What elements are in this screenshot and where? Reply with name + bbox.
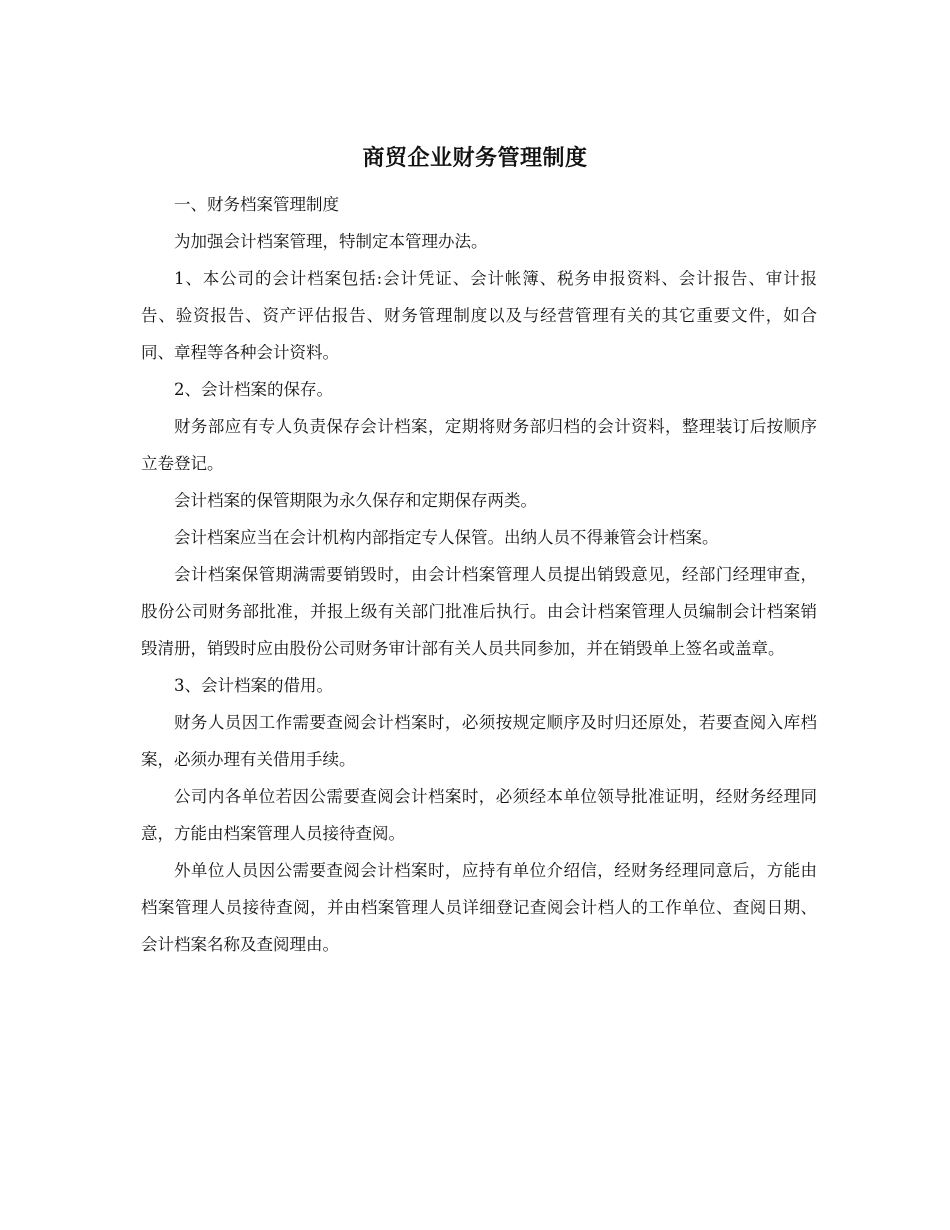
document-body <box>141 186 817 963</box>
paragraph: 会计档案保管期满需要销毁时，由会计档案管理人员提出销毁意见，经部门经理审查，股份公司财务部批准，并报上级有关部门批准后执行。由会计档案管理人员编制会计档案销毁清册，销毁时应由股份公司财务审计部有关人员共同参加，并在销毁单上签名或盖章。 <box>141 565 817 658</box>
paragraph: 会计档案应当在会计机构内部指定专人保管。出纳人员不得兼管会计档案。 <box>174 528 719 547</box>
paragraph: 外单位人员因公需要查阅会计档案时，应持有单位介绍信，经财务经理同意后，方能由档案管理人员接待查阅，并由档案管理人员详细登记查阅会计档人的工作单位、查阅日期、会计档案名称及查阅理由。 <box>141 861 817 954</box>
section-heading: 一、财务档案管理制度 <box>174 195 339 214</box>
subsection-heading: 3、会计档案的借用。 <box>174 676 333 695</box>
paragraph: 为加强会计档案管理，特制定本管理办法。 <box>174 232 488 251</box>
subsection-heading: 2、会计档案的保存。 <box>174 380 333 399</box>
paragraph: 公司内各单位若因公需要查阅会计档案时，必须经本单位领导批准证明，经财务经理同意，方能由档案管理人员接待查阅。 <box>141 787 817 843</box>
paragraph: 财务部应有专人负责保存会计档案，定期将财务部归档的会计资料，整理装订后按顺序立卷登记。 <box>141 417 817 473</box>
paragraph: 会计档案的保管期限为永久保存和定期保存两类。 <box>174 491 537 510</box>
paragraph: 财务人员因工作需要查阅会计档案时，必须按规定顺序及时归还原处，若要查阅入库档案，必须办理有关借用手续。 <box>141 713 817 769</box>
paragraph: 1、本公司的会计档案包括:会计凭证、会计帐簿、税务申报资料、会计报告、审计报告、验资报告、资产评估报告、财务管理制度以及与经营管理有关的其它重要文件，如合同、章程等各种会计资料。 <box>141 269 817 362</box>
document-title: 商贸企业财务管理制度 <box>362 145 588 171</box>
